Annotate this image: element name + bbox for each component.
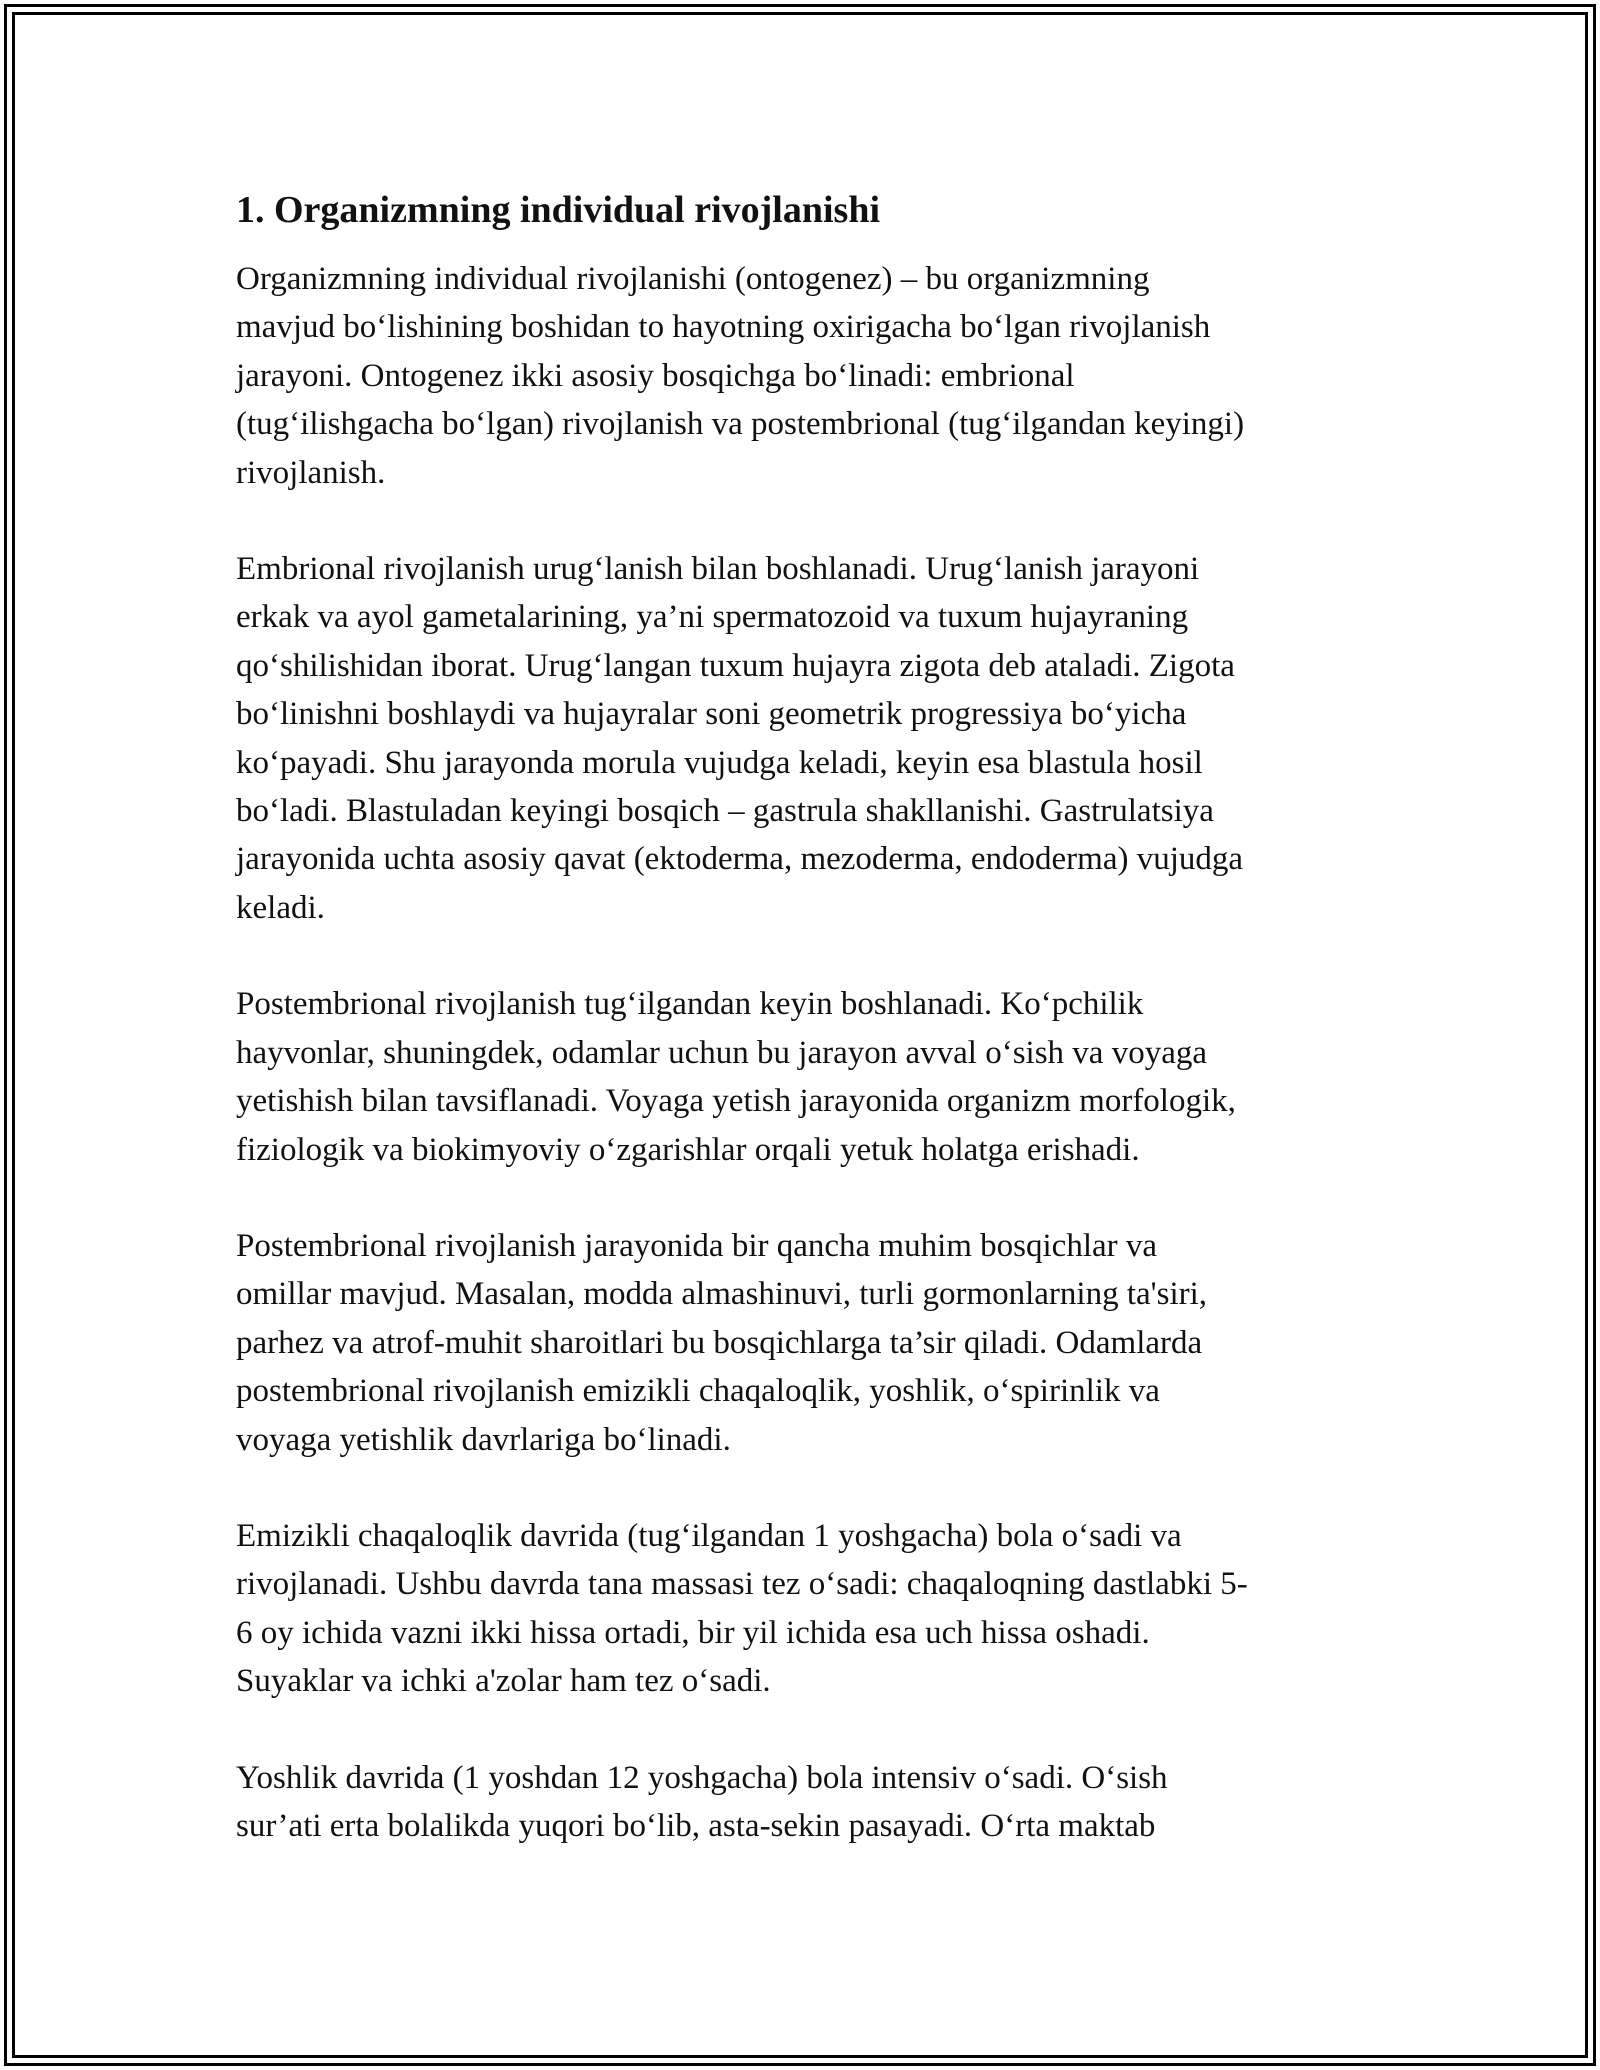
section-heading: 1. Organizmning individual rivojlanishi bbox=[236, 189, 881, 231]
text-line: ko‘payadi. Shu jarayonda morula vujudga keladi, keyin esa blastula hosil bbox=[236, 744, 1203, 781]
text-line: erkak va ayol gametalarining, ya’ni spermatozoid va tuxum hujayraning bbox=[236, 599, 1189, 636]
paragraph-ontogenesis-definition bbox=[236, 255, 1366, 497]
text-line: omillar mavjud. Masalan, modda almashinuvi, turli gormonlarning ta'siri, bbox=[236, 1276, 1208, 1313]
text-line: parhez va atrof-muhit sharoitlari bu bosqichlarga ta’sir qiladi. Odamlarda bbox=[236, 1324, 1203, 1361]
text-line: Yoshlik davrida (1 yoshdan 12 yoshgacha) bola intensiv o‘sadi. O‘sish bbox=[236, 1759, 1168, 1796]
text-line: bo‘ladi. Blastuladan keyingi bosqich – gastrula shakllanishi. Gastrulatsiya bbox=[236, 793, 1214, 830]
paragraph-postembryonic-stages bbox=[236, 1222, 1366, 1464]
text-line: Organizmning individual rivojlanishi (ontogenez) – bu organizmning bbox=[236, 261, 1150, 297]
text-line: qo‘shilishidan iborat. Urug‘langan tuxum hujayra zigota deb ataladi. Zigota bbox=[236, 647, 1235, 684]
text-line: (tug‘ilishgacha bo‘lgan) rivojlanish va postembrional (tug‘ilgandan keyingi) bbox=[236, 406, 1245, 443]
text-line: Postembrional rivojlanish jarayonida bir qancha muhim bosqichlar va bbox=[236, 1227, 1158, 1264]
text-line: Embrional rivojlanish urug‘lanish bilan boshlanadi. Urug‘lanish jarayoni bbox=[236, 551, 1200, 588]
text-line: Postembrional rivojlanish tug‘ilgandan keyin boshlanadi. Ko‘pchilik bbox=[236, 986, 1144, 1023]
text-line: Suyaklar va ichki a'zolar ham tez o‘sadi. bbox=[236, 1663, 771, 1700]
text-line: 6 oy ichida vazni ikki hissa ortadi, bir yil ichida esa uch hissa oshadi. bbox=[236, 1614, 1150, 1651]
text-line: voyaga yetishlik davrlariga bo‘linadi. bbox=[236, 1421, 731, 1458]
text-line: keladi. bbox=[236, 889, 325, 926]
text-line: jarayonida uchta asosiy qavat (ektoderma, mezoderma, endoderma) vujudga bbox=[236, 841, 1244, 878]
text-line: hayvonlar, shuningdek, odamlar uchun bu jarayon avval o‘sish va voyaga bbox=[236, 1034, 1208, 1071]
paragraph-postembryonic-development bbox=[236, 980, 1366, 1174]
text-line: bo‘linishni boshlaydi va hujayralar soni geometrik progressiya bo‘yicha bbox=[236, 696, 1187, 733]
text-line: postembrional rivojlanish emizikli chaqaloqlik, yoshlik, o‘spirinlik va bbox=[236, 1373, 1160, 1410]
paragraph-infancy-period bbox=[236, 1512, 1366, 1706]
paragraph-embryonic-development bbox=[236, 545, 1366, 932]
text-line: sur’ati erta bolalikda yuqori bo‘lib, asta-sekin pasayadi. O‘rta maktab bbox=[236, 1807, 1156, 1844]
text-line: mavjud bo‘lishining boshidan to hayotning oxirigacha bo‘lgan rivojlanish bbox=[236, 309, 1211, 346]
text-line: Emizikli chaqaloqlik davrida (tug‘ilgandan 1 yoshgacha) bola o‘sadi va bbox=[236, 1517, 1182, 1554]
text-line: fiziologik va biokimyoviy o‘zgarishlar orqali yetuk holatga erishadi. bbox=[236, 1131, 1140, 1168]
text-line: yetishish bilan tavsiflanadi. Voyaga yetish jarayonida organizm morfologik, bbox=[236, 1083, 1236, 1120]
paragraph-childhood-period bbox=[236, 1754, 1366, 1851]
text-line: rivojlanish. bbox=[236, 454, 386, 491]
text-line: jarayoni. Ontogenez ikki asosiy bosqichga bo‘linadi: embrional bbox=[236, 357, 1075, 394]
text-line: rivojlanadi. Ushbu davrda tana massasi tez o‘sadi: chaqaloqning dastlabki 5- bbox=[236, 1566, 1248, 1603]
document-body bbox=[236, 184, 1366, 1898]
